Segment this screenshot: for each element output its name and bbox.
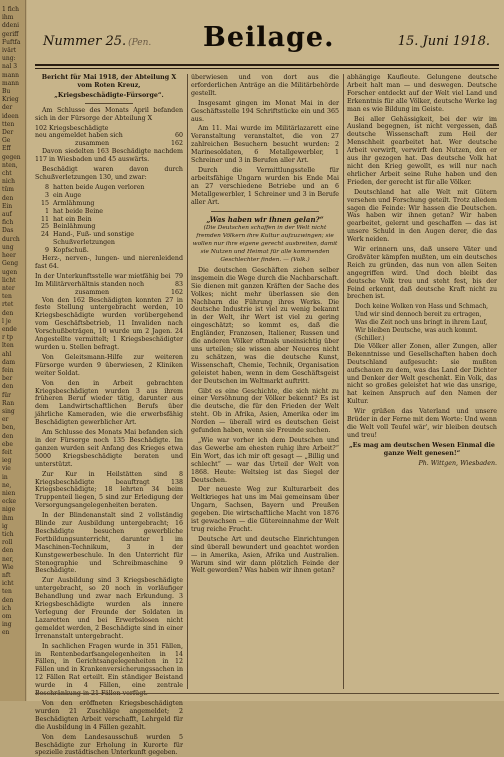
strip-line: nten, [2, 161, 18, 169]
strip-line: der [2, 104, 13, 112]
strip-line: geriff [2, 30, 19, 38]
column-3 [347, 74, 497, 694]
strip-line: Eff [2, 145, 11, 153]
count-row [35, 289, 183, 297]
issue-number [43, 34, 151, 49]
list-item [35, 216, 183, 224]
list-item-count: 24 [40, 231, 49, 239]
strip-line: mann [2, 79, 19, 87]
list-item [35, 184, 183, 192]
paragraph: „Wie war vorher ich dem Deutschen und das Gewerbe am ehesten ruhig ihre Arbeit?“ Ein Wort, das ich mir oft gesagt — „Billig und schlecht“ — war das Urteil der Welt von 1868. Heute: Weltsieg ist das Siegel der Deutschen. [191, 436, 339, 484]
paragraph: Gibt es eine Geschichte, die sich nicht zu einer Versöhnung der Völker bekennt? Es ist die deutsche, die für den Frieden der Welt steht. Ob in Afrika, Asien, Amerika oder im Norden — überall wird es deutschen Geist gefunden haben, wenn sie Freunde suchen. [191, 387, 339, 435]
paragraph: Durch die Vermittlungsstelle für arbeitsfähige Ungarn wurden bis Ende Mai an 27 verschiedene Betriebe und an 6 Metallgewerbler, 1 Schreiner und 3 in Berufe aller Art. [191, 166, 339, 206]
pencil-note: (Pen. [128, 38, 152, 48]
strip-line: Ran [2, 399, 15, 407]
paragraph: Die Völker aller Zonen, aller Zungen, aller Bekenntnisse und Gesellschaften haben doch Deutschland aufgesucht: sie mußten aufschauen zu dem, was das Land der Dichter und Denker der Welt geschenkt. Ein Volk, das nicht so großes geleistet hat wie das unsrige, hat keinen Anspruch auf den Namen der Kultur. [347, 342, 497, 406]
strip-line: heer [2, 252, 16, 260]
strip-line: den [2, 309, 14, 317]
bottom-rule [35, 693, 499, 694]
count-row [35, 281, 183, 289]
strip-line: den [2, 383, 14, 391]
list-item-label: Kopfschuß. [53, 247, 89, 255]
strip-line: fich [2, 219, 14, 227]
strip-line: r tp [2, 334, 14, 342]
paragraph: Herz-, nerven-, lungen- und nierenleidend fast 64. [35, 255, 183, 270]
list-item-count: 9 [44, 247, 49, 255]
issue-date: 15. Juni 1918. [397, 34, 490, 49]
paragraph: Von den 162 Beschädigten konnten 27 in feste Stellung untergebracht werden, 10 Kriegsbeschädigte wurden vorübergehend vom Geschäftsbetrieb, 11 Invaliden nach Vorschußbeträgen, 10 wurde um 2 Jagen. 24 Angestellte vermittelt; 1 Kriegsbeschädigter wurden u. Stellen befragt. [35, 296, 183, 351]
strip-line: cht [2, 170, 12, 178]
strip-line: lten [2, 342, 14, 350]
strip-line: om [2, 613, 12, 621]
strip-line: ig [2, 522, 8, 530]
strip-line: nal 3 [2, 63, 18, 71]
count-row [35, 140, 183, 148]
article-motto: (Die Deutschen schaffen in der Welt nicht fremden Völkern ihre Kultur aufzuzwingen; sie wollen nur ihre eigene gerecht ausbreiten, damit sie Nutzen und Heimat für alle kommenden Geschlechter finden. — (Volk.) [192, 225, 338, 264]
list-item-count [35, 239, 53, 247]
injury-list [35, 184, 183, 255]
strip-line: Wie [2, 563, 14, 571]
article-heading: „Was haben wir ihnen gelan?“ [206, 214, 324, 224]
strip-line: Fuftfa [2, 38, 21, 46]
list-item-label: Armlähmung [53, 199, 95, 207]
strip-line: dam [2, 358, 16, 366]
strip-line: l je [2, 317, 12, 325]
adjacent-page-strip [0, 0, 26, 701]
row-text: In der Unterkunftsstelle war mietfähig bei [35, 272, 171, 280]
strip-line: ddeni [2, 22, 20, 30]
paragraph: Bei aller Gehässigkeit, bei der wir im Ausland begegnen, ist nicht vergessen, daß deutsche Wissenschaft zum Heil der Menschheit gearbeitet hat. Wer deutsche Arbeit verwirft, verwirft den Nutzen, den er aus ihr gezogen hat. Das deutsche Volk hat nicht den Krieg gewollt, es will nur nach ehrlicher Arbeit seine Ruhe haben und den Frieden, der gerecht ist für alle Völker. [347, 115, 497, 186]
column-divider [343, 74, 344, 689]
row-text: neu angemeldet haben sich [35, 132, 123, 140]
strip-line: mann [2, 71, 19, 79]
column-divider [187, 74, 188, 689]
list-item [35, 200, 183, 208]
newspaper-page [27, 0, 504, 757]
issue-number-label: Nummer 25. [43, 34, 127, 49]
paragraph: In der Blindenanstalt sind 2 vollständig Blinde zur Ausbildung untergebracht; 16 Beschädigte besuchen gewerbliche Fortbildungsunterricht, darunter 1 im Maschinen-Technikum, 3 in der Kunstgewerbeschule. In den Unterricht für Stenographie und Schreibmaschine 9 Beschädigte. [35, 512, 183, 575]
separator [85, 103, 133, 104]
poem-line: Was die Zeit noch uns bringt in ihrem Lauf, [355, 319, 488, 327]
strip-line: ung [2, 243, 14, 251]
paragraph: Deutsche Art und deutsche Einrichtungen sind überall bewundert und geachtet worden — in Amerika, Asien, Afrika und Australien. Warum sind wir dann plötzlich Feinde der Welt geworden? Was haben wir ihnen getan? [191, 535, 339, 575]
strip-line: auf [2, 211, 12, 219]
supplement-title: Beilage. [203, 22, 335, 53]
strip-line: nter [2, 284, 15, 292]
strip-line: vie [2, 465, 11, 473]
count-row [35, 132, 183, 140]
row-number: 83 [174, 280, 183, 288]
strip-line: fein [2, 366, 14, 374]
paragraph: Zur Ausbildung sind 3 Kriegsbeschädigte untergebracht, so 20 noch in vorläufiger Behandlung und zwar nach Erkundung. 3 Kriegsbeschädigte wurden als innere Verlegung der Freunde der Soldaten in Lazaretten und bei Erwerbslosen nicht gemeldet werden, 2 Beschädigte sind in einer Irrenanstalt untergebracht. [35, 577, 183, 640]
strip-line: tüm [2, 186, 14, 194]
strip-line: durch [2, 235, 20, 243]
count-row [35, 273, 183, 281]
separator [211, 211, 319, 212]
strip-line: in [2, 473, 8, 481]
poem-line: Doch keine Wolken von Hass und Schmach, [355, 303, 489, 311]
paragraph: Zur Kur in Heilstätten sind 8 Kriegsbeschädigte beauftragt 138 Kriegsbeschädigte; 18 lehrten 34 beim Truppenteil liegen, 5 sind zur Erledigung der Versorgungsangelegenheiten beraten. [35, 470, 183, 510]
row-number: 162 [170, 288, 183, 296]
list-item-label: Schußverletzungen [53, 239, 115, 247]
list-item-count: 25 [40, 223, 49, 231]
strip-line: ende [2, 325, 17, 333]
strip-line: nien [2, 489, 16, 497]
strip-line: Ein [2, 202, 13, 210]
list-item-label: ein Auge [53, 191, 82, 199]
paragraph: Wir grüßen das Vaterland und unsere Brüder in der Ferne mit dem Worte: Und wenn die Welt voll Teufel wär', wir bleiben deutsch und treu! [347, 408, 497, 439]
strip-line: rtet [2, 301, 14, 309]
strip-line: Krieg [2, 96, 19, 104]
strip-line: ideen [2, 112, 19, 120]
row-text: zusammen [75, 140, 110, 148]
strip-line: feit [2, 448, 13, 456]
row-number: 79 [174, 272, 183, 280]
strip-line: en [2, 629, 10, 637]
paragraph: überwiesen und von dort aus die erforderlichen Anträge an die Militärbehörde gestellt. [191, 74, 339, 97]
list-item [35, 239, 183, 247]
list-item [35, 247, 183, 255]
strip-line: sing [2, 407, 15, 415]
strip-line: den [2, 194, 14, 202]
paragraph: Am Schlusse des Monats April befanden sich in der Fürsorge der Abteilung X [35, 106, 183, 122]
strip-line: ihm [2, 514, 14, 522]
closing-motto: „Es mag am deutschen Wesen Einmal die ganze Welt genesen!“ [349, 441, 495, 457]
paragraph: abhängige Kaufleute. Gelungene deutsche Arbeit halt man — und deswegen. Deutsche Forscher entdeckt auf der Welt viel Land und Erkenntnis für alle Völker, deutsche Werke lag man es wie Bildung im Geiste. [347, 74, 497, 113]
strip-line: ber [2, 375, 13, 383]
list-item-label: Hand-, Fuß- und sonstige [53, 231, 134, 239]
strip-line: icht [2, 580, 14, 588]
list-item-count: 8 [44, 183, 49, 191]
masthead [27, 22, 504, 62]
strip-line: ing [2, 621, 12, 629]
row-text: Im Militärverhältnis standen noch [35, 280, 145, 288]
row-number: 162 [170, 140, 183, 148]
column-1 [35, 74, 183, 757]
count-row [35, 125, 183, 133]
list-item [35, 231, 183, 239]
paragraph: Von Geleitsmann-Hilfe zur weiteren Fürsorge wurden 9 überwiesen, 2 Kliniken weiter Soldat. [35, 353, 183, 377]
strip-line: 1 fich [2, 6, 19, 13]
strip-line: den [2, 432, 14, 440]
paragraph: Wir erinnern uns, daß unsere Väter und Großväter kämpfen mußten, um ein deutsches Reich zu gründen, das nun von allen Seiten angegriffen wird. Und doch bleibt das deutsche Volk treu und steht fest, bis der Feind erkennt, daß deutsche Kraft nicht zu brechen ist. [347, 246, 497, 301]
strip-line: ich [2, 604, 12, 612]
row-text: 102 Kriegsbeschädigte [35, 124, 109, 132]
strip-line: ugen [2, 268, 18, 276]
strip-line: den [2, 596, 14, 604]
masthead-rule [35, 64, 499, 66]
poem-line: Wir bleiben Deutsche, was auch kommt. (Schiller.) [355, 327, 478, 342]
paragraph: In sachlichen Fragen wurde in 351 Fällen, in Rentenbedarfsangelegenheiten in 14 Fällen, in Gerichtsangelegenheiten in 12 Fällen und in Krankenversicherungssachen in 12 Fällen Rat erteilt. Ein ständiger Beistand wurde in 4 Fällen, eine zentrale Beschränkung in 21 Fällen verfügt. [35, 642, 183, 698]
row-number [179, 125, 183, 133]
strip-line: ben, [2, 424, 16, 432]
paragraph: Am 11. Mai wurde im Militärlazarett eine Veranstaltung veranstaltet, die von 27 zahlreichen Besuchern besucht wurden: 2 Marinesoldaten, 6 Metallgewerbler, 1 Schreiner und 3 in Berufen aller Art. [191, 125, 339, 165]
strip-line: nige [2, 506, 16, 514]
strip-line: ner, [2, 555, 14, 563]
paragraph: Von den in Arbeit gebrachten Kriegsbeschädigten wurden 3 aus ihrem früheren Beruf wieder tätig, darunter aus dem Landwirtschaftlichen Berufs über jährliche Kameraden, wie die erwerbsfähig Beschädigten gewerblicher Art. [35, 379, 183, 427]
list-item [35, 208, 183, 216]
paragraph: Von dem Landesausschuß wurden 5 Beschädigte zur Erholung in Kurorte für spezielle zustädtischen Unterkunft gegeben. [35, 733, 183, 757]
poem-line: Und wir sind dennoch bereit zu ertragen, [355, 311, 482, 319]
strip-line: Bu [2, 88, 11, 96]
list-item [35, 192, 183, 200]
strip-line: Ge [2, 137, 11, 145]
paragraph: Insgesamt gingen im Monat Mai in der Geschäftsstelle 194 Schriftstücke ein und 365 aus. [191, 99, 339, 123]
strip-line: ecke [2, 498, 17, 506]
strip-line: Der [2, 129, 14, 137]
paragraph: Von den eröffneten Kriegsbeschädigten wurden 21 Zuschläge angemeldet; 2 Beschädigten Arbeit verschafft, Lehrgeld für die Ausbildung in 4 Fällen gezahlt. [35, 699, 183, 731]
row-number: 60 [174, 132, 183, 140]
strip-line: ihm [2, 14, 14, 22]
list-item-count: 15 [40, 199, 49, 207]
paragraph: Deutschland hat alle Welt mit Gütern versehen und Forschung geteilt. Trotz alledem sagen die Feinde: Wir hassen die Deutschen. Was haben wir ihnen getan? Wir haben gearbeitet, gelernt und geschaffen — das ist unsere Schuld in den Augen derer, die das Werk neiden. [347, 188, 497, 244]
poem [347, 303, 497, 343]
report-title: Bericht für Mai 1918, der Abteilung X vom Roten Kreuz, [41, 74, 177, 89]
list-item-label: hat ein Bein [53, 215, 92, 223]
paragraph: Die deutschen Geschäften ziehen selber insgemein die Wege durch die Nachbarschaft. Sie dienen mit ganzen Kräften der Sache des Volkes; nicht mehr überlassen sie den Nachbarn die Führung ihres Werks. Die deutsche Industrie ist viel zu wenig bekannt in der Welt, ihr Wert ist viel zu gering eingeschätzt; so kommt es, daß die Engländer, Franzosen, Italiener, Russen und die anderen Völker oftmals uneinsichtig über uns urteilen; sie wissen aber Neueres nicht zu schätzen, was die deutsche Kunst, Wissenschaft, Chemie, Technik, Organisation geleistet haben, wenn in dem Geschäftsgeist der Deutschen im Weltmarkt auftritt. [191, 266, 339, 385]
strip-line: nft [2, 572, 11, 580]
strip-line: ieg [2, 457, 12, 465]
list-item-count: 3 [44, 191, 49, 199]
strip-line: ne, [2, 481, 12, 489]
paragraph: Am Schlusse des Monats Mai befanden sich in der Fürsorge noch 135 Beschädigte. Im ganzen wurden seit Anfang des Krieges etwa 5000 Kriegsbeschädigte beraten und unterstützt. [35, 429, 183, 468]
strip-line: für [2, 391, 11, 399]
list-item-label: hatten beide Augen verloren [53, 183, 145, 191]
strip-line: den [2, 547, 14, 555]
paragraph: Davon siedelten 163 Beschädigte nachdem 117 in Wiesbaden und 45 auswärts. [35, 148, 183, 164]
list-item-count: 1 [44, 207, 49, 215]
strip-line: Das [2, 227, 14, 235]
strip-line: ebe [2, 440, 13, 448]
strip-line: er [2, 416, 9, 424]
strip-line: ten [2, 588, 12, 596]
strip-line: licht [2, 276, 16, 284]
strip-line: nich [2, 178, 16, 186]
strip-line: Geng [2, 260, 19, 268]
list-item [35, 223, 183, 231]
masthead-rule-thin [35, 68, 499, 69]
strip-line: tich [2, 531, 14, 538]
strip-line: ung: [2, 55, 16, 63]
paragraph: Der neueste Weg zur Kulturarbeit des Weltkrieges hat uns im Mai gemeinsam über Ungarn, Sachsen, Bayern und Preußen gegeben. Die wirtschaftliche Macht von 1876 ist gewachsen — die Gütereinnahme der Welt trug reiche Frucht. [191, 486, 339, 533]
list-item-label: Beinlähmung [53, 223, 96, 231]
strip-line: roll [2, 539, 13, 547]
list-item-label: hat beide Beine [53, 207, 104, 215]
strip-line: ten [2, 293, 12, 301]
row-text: zusammen [75, 288, 110, 296]
strip-line: ahl [2, 350, 12, 358]
column-2 [191, 74, 339, 694]
strip-line: gegen [2, 153, 21, 161]
list-item-count: 11 [40, 215, 49, 223]
paragraph: Beschädigt waren davon durch Schußverletzungen 130, und zwar: [35, 166, 183, 181]
strip-line: tten [2, 120, 15, 128]
report-subtitle: „Kriegsbeschädigte-Fürsorge“. [54, 91, 164, 99]
strip-line: ivärt [2, 47, 17, 55]
author-signature: Ph. Wittgen, Wiesbaden. [418, 459, 497, 467]
